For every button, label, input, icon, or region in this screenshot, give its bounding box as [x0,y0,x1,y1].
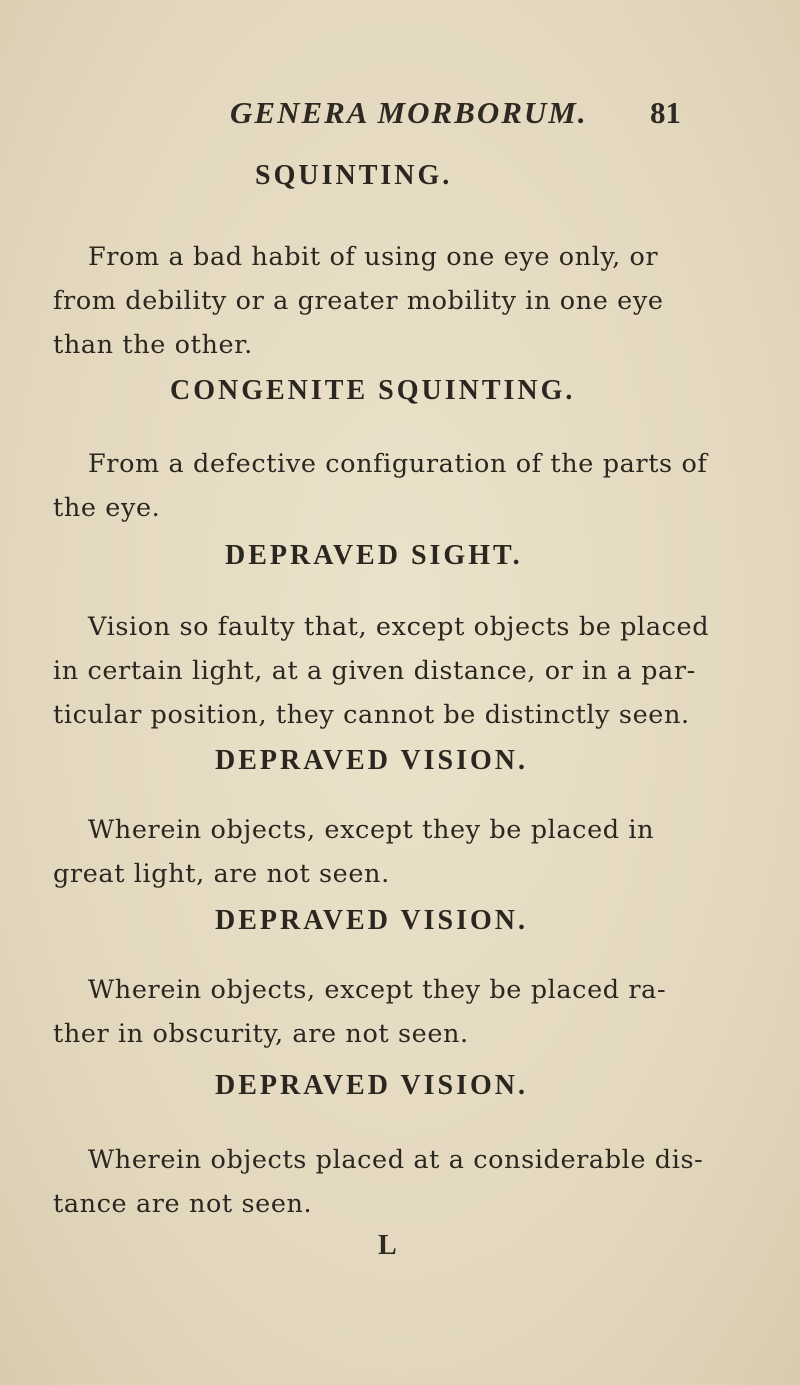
text-line: Wherein objects, except they be placed ra- [88,975,667,1005]
entry-text-depraved-vision-3 [53,1138,713,1226]
entry-heading-squinting: SQUINTING. [255,160,453,191]
entry-heading-depraved-vision-2: DEPRAVED VISION. [215,905,529,936]
signature-mark: L [378,1230,397,1261]
text-line: Vision so faulty that, except objects be placed [88,612,710,642]
text-line: from debility or a greater mobility in one eye [53,286,664,316]
text-line: great light, are not seen. [53,859,390,889]
text-line: From a defective configuration of the parts of [88,449,708,479]
text-line: ther in obscurity, are not seen. [53,1019,469,1049]
text-line: than the other. [53,330,253,360]
entry-heading-depraved-vision-1: DEPRAVED VISION. [215,745,529,776]
entry-heading-depraved-sight: DEPRAVED SIGHT. [225,540,523,571]
text-line: tance are not seen. [53,1189,313,1219]
entry-text-depraved-sight [53,605,713,737]
text-line: in certain light, at a given distance, or in a par- [53,656,696,686]
text-line: Wherein objects, except they be placed in [88,815,655,845]
text-line: ticular position, they cannot be distinctly seen. [53,700,690,730]
running-head [0,95,800,145]
page-number: 81 [650,95,681,130]
entry-text-depraved-vision-2 [53,968,713,1056]
entry-text-squinting [53,235,713,367]
entry-text-congenite-squinting [53,442,713,530]
entry-heading-depraved-vision-3: DEPRAVED VISION. [215,1070,529,1101]
text-line: Wherein objects placed at a considerable dis- [88,1145,704,1175]
text-line: From a bad habit of using one eye only, or [88,242,659,272]
running-title: GENERA MORBORUM. [230,95,588,130]
text-line: the eye. [53,493,161,523]
entry-text-depraved-vision-1 [53,808,713,896]
entry-heading-congenite-squinting: CONGENITE SQUINTING. [170,375,576,406]
